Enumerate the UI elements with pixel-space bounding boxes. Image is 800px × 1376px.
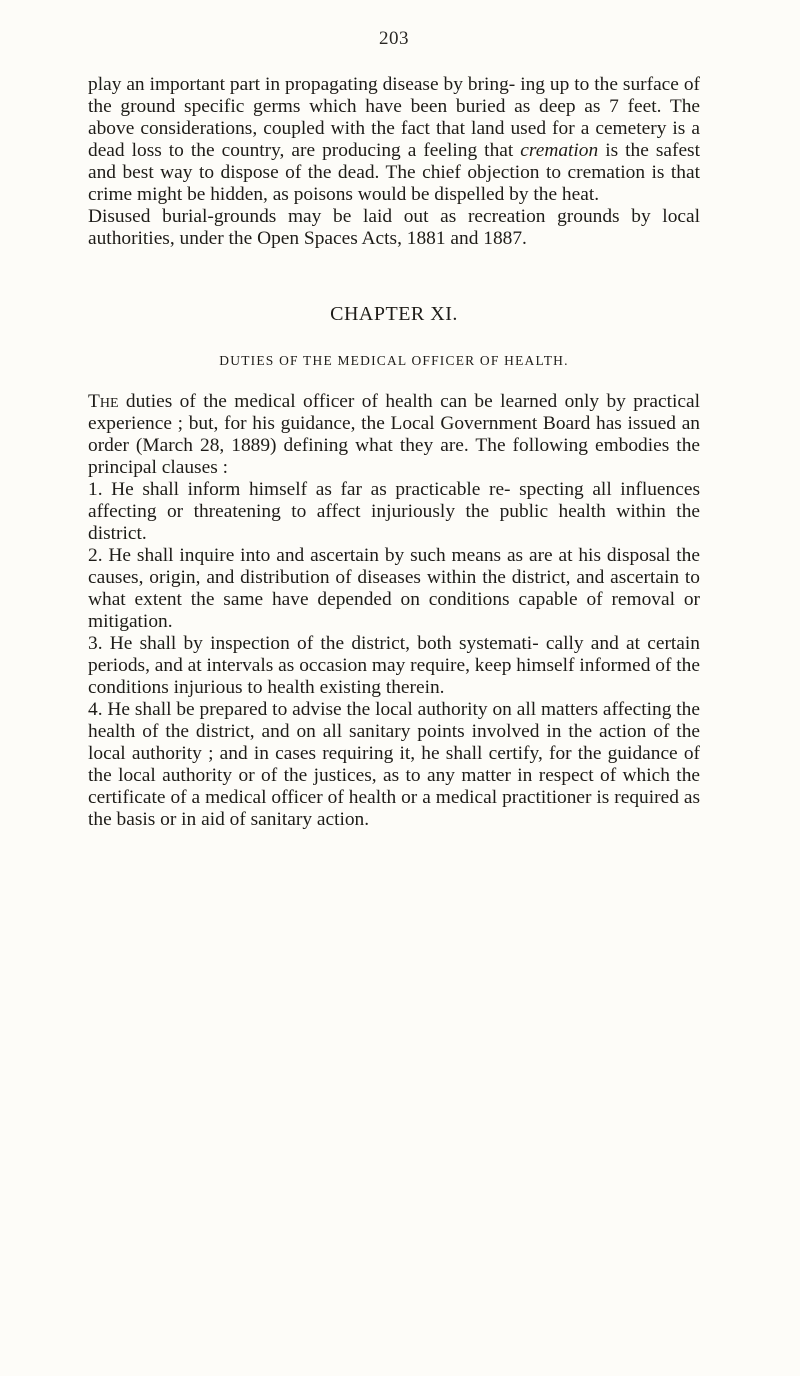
intro-text: duties of the medical officer of health can be learned only by practical experience ; but, for his guidance, the Local Government Board has issued an order (March 28, 1889) defining what they are. The following embodies the principal clauses : <box>88 391 700 478</box>
clause-4: 4. He shall be prepared to advise the local authority on all matters affecting the health of the district, and on all sanitary points involved in the action of the local authority ; and in cases requiring it, he shall certify, for the guidance of the local authority or of the justices, as to any matter in respect of which the certificate of a medical officer of health or a medical practitioner is required as the basis or in aid of sanitary action. <box>88 699 700 830</box>
intro-lead-word: The <box>88 391 119 412</box>
book-page <box>88 28 700 831</box>
cremation-paragraph-end: is the safest and best way to dispose of the dead. The chief objection to cremation is that crime might be hidden, as poisons would be dispelled by the heat. <box>88 140 700 205</box>
intro-paragraph <box>88 391 700 479</box>
chapter-title: CHAPTER XI. <box>330 303 458 325</box>
burial-grounds-paragraph: Disused burial-grounds may be laid out as recreation grounds by local authorities, under the Open Spaces Acts, 1881 and 1887. <box>88 206 700 249</box>
cremation-paragraph <box>88 74 700 206</box>
page-number: 203 <box>379 28 409 49</box>
clause-1: 1. He shall inform himself as far as practicable re- specting all influences affecting or threatening to affect injuriously the public health within the district. <box>88 479 700 544</box>
clause-2: 2. He shall inquire into and ascertain by such means as are at his disposal the causes, origin, and distribution of diseases within the district, and ascertain to what extent the same have depended on conditions capable of removal or mitigation. <box>88 545 700 632</box>
clause-3: 3. He shall by inspection of the district, both systemati- cally and at certain periods, and at intervals as occasion may require, keep himself informed of the conditions injurious to health existing therein. <box>88 633 700 698</box>
chapter-subtitle: DUTIES OF THE MEDICAL OFFICER OF HEALTH. <box>219 353 569 368</box>
cremation-italic: cremation <box>520 140 599 161</box>
cremation-paragraph-start: play an important part in propagating disease by bring- ing up to the surface of the ground specific germs which have been buried as deep as 7 feet. The above considerations, coupled with the fact that land used for a cemetery is a dead loss to the country, are producing a feeling that <box>88 74 700 161</box>
